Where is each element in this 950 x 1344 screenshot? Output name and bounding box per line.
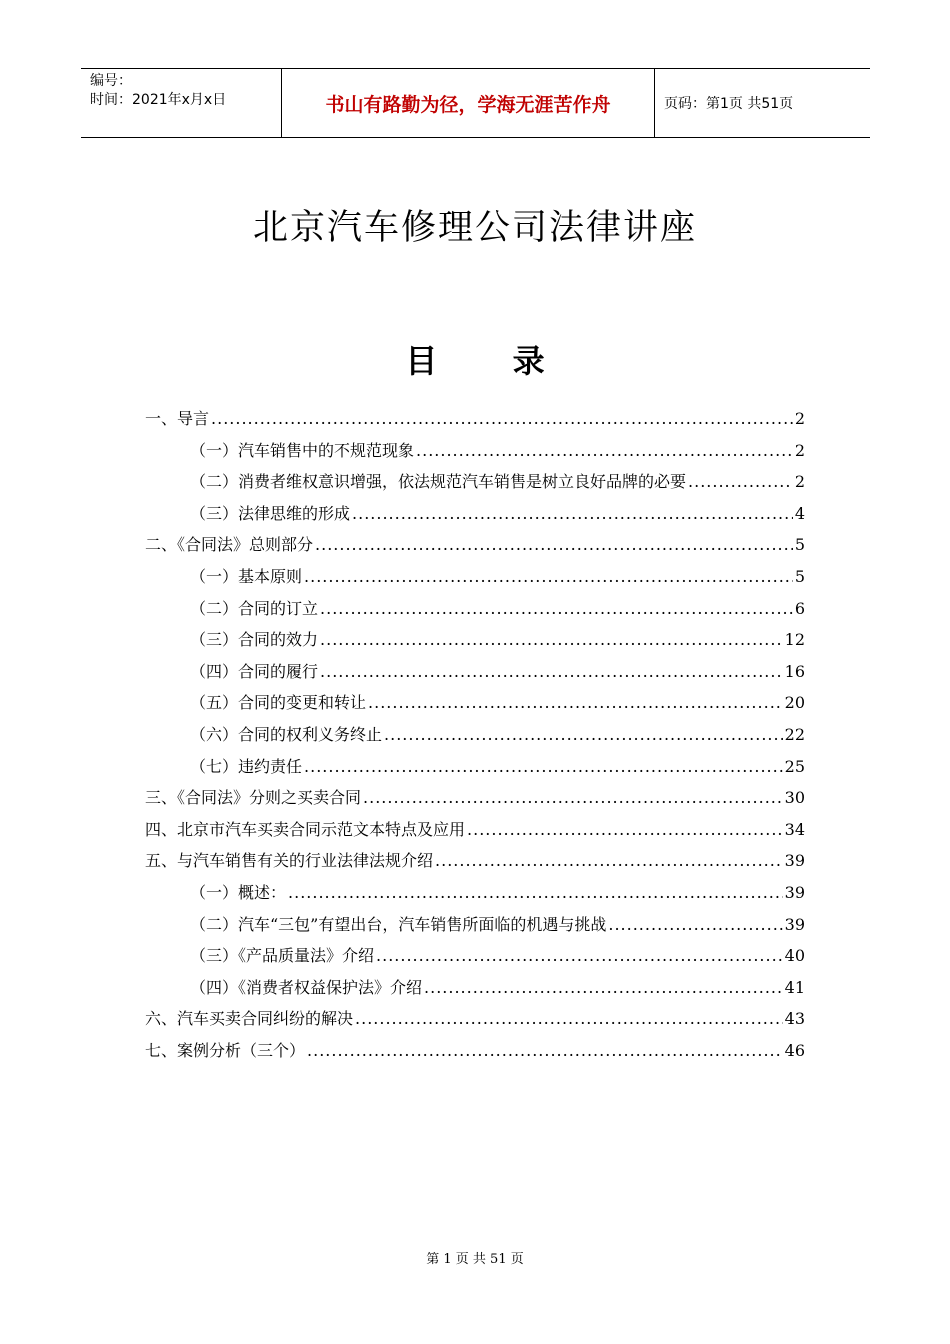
toc-entry[interactable] [145,690,805,722]
header-slogan: 书山有路勤为径，学海无涯苦作舟 [282,69,655,137]
toc-entry-text: 六、汽车买卖合同纠纷的解决 [145,1009,354,1029]
toc-entry-text: （一）汽车销售中的不规范现象 [190,440,415,460]
toc-leader-dots [608,915,782,934]
toc-entry[interactable] [145,438,805,470]
toc-entry-page: 39 [784,882,805,902]
table-of-contents [145,406,805,1069]
toc-entry-page: 39 [784,851,805,871]
toc-entry-text: （七）违约责任 [190,756,303,776]
toc-entry-text: （四）《消费者权益保护法》介绍 [190,977,423,997]
toc-heading: 目 录 [405,342,577,380]
header-meta-cell [81,69,282,137]
toc-leader-dots [211,409,793,428]
toc-leader-dots [384,725,783,744]
toc-entry-text: （一）概述： [190,882,287,902]
toc-entry[interactable] [145,817,805,849]
toc-entry-page: 41 [784,977,805,997]
toc-entry-page: 4 [794,503,805,523]
toc-entry-page: 22 [784,724,805,744]
toc-entry-text: （二）合同的订立 [190,598,319,618]
document-title: 北京汽车修理公司法律讲座 [252,208,697,248]
toc-entry-text: （二）汽车“三包”有望出台，汽车销售所面临的机遇与挑战 [190,914,607,934]
toc-entry-page: 25 [784,756,805,776]
page-header [81,68,870,138]
toc-entry[interactable] [145,596,805,628]
toc-entry-page: 30 [784,788,805,808]
toc-leader-dots [688,472,793,491]
toc-entry-page: 46 [784,1040,805,1060]
toc-entry[interactable] [145,754,805,786]
toc-entry-text: （三）合同的效力 [190,630,319,650]
toc-entry-text: （四）合同的履行 [190,661,319,681]
toc-entry-text: 四、北京市汽车买卖合同示范文本特点及应用 [145,819,466,839]
toc-entry-page: 2 [794,440,805,460]
toc-entry-page: 34 [784,819,805,839]
toc-entry[interactable] [145,912,805,944]
toc-entry-text: 三、《合同法》分则之买卖合同 [145,788,362,808]
toc-entry[interactable] [145,785,805,817]
toc-leader-dots [304,757,783,776]
toc-entry-page: 5 [794,566,805,586]
toc-entry-text: （六）合同的权利义务终止 [190,724,383,744]
toc-entry[interactable] [145,880,805,912]
toc-leader-dots [307,1041,783,1060]
toc-leader-dots [467,820,783,839]
toc-leader-dots [288,883,783,902]
toc-entry-text: （三）《产品质量法》介绍 [190,946,375,966]
toc-entry[interactable] [145,406,805,438]
toc-entry[interactable] [145,975,805,1007]
toc-entry-page: 5 [794,535,805,555]
toc-entry[interactable] [145,469,805,501]
toc-leader-dots [424,978,783,997]
toc-entry-text: （一）基本原则 [190,566,303,586]
toc-leader-dots [352,504,793,523]
toc-entry-text: （三）法律思维的形成 [190,503,351,523]
toc-entry[interactable] [145,722,805,754]
toc-entry-page: 12 [784,630,805,650]
toc-leader-dots [320,630,783,649]
toc-entry[interactable] [145,627,805,659]
toc-entry[interactable] [145,1006,805,1038]
toc-entry[interactable] [145,532,805,564]
toc-entry-text: （二）消费者维权意识增强，依法规范汽车销售是树立良好品牌的必要 [190,472,687,492]
toc-entry-page: 20 [784,693,805,713]
toc-entry[interactable] [145,1038,805,1070]
toc-entry[interactable] [145,564,805,596]
toc-entry-text: 五、与汽车销售有关的行业法律法规介绍 [145,851,434,871]
toc-leader-dots [320,599,793,618]
toc-leader-dots [416,441,793,460]
toc-entry-page: 16 [784,661,805,681]
toc-leader-dots [304,567,793,586]
toc-entry-text: 二、《合同法》总则部分 [145,535,314,555]
toc-leader-dots [376,946,783,965]
page-footer: 第 1 页 共 51 页 [426,1252,524,1267]
toc-entry[interactable] [145,848,805,880]
toc-entry-page: 2 [794,472,805,492]
toc-entry-page: 2 [794,409,805,428]
toc-entry-text: 一、导言 [145,409,210,428]
toc-entry-page: 40 [784,946,805,966]
toc-entry[interactable] [145,943,805,975]
time-label: 时间：2021年x月x日 [90,92,227,108]
toc-entry[interactable] [145,501,805,533]
toc-entry-page: 39 [784,914,805,934]
toc-leader-dots [363,788,783,807]
toc-leader-dots [368,693,783,712]
toc-entry[interactable] [145,659,805,691]
toc-entry-text: 七、案例分析（三个） [145,1040,306,1060]
number-label: 编号： [90,73,132,89]
header-page-code: 页码：第1页 共51页 [664,96,794,112]
toc-entry-page: 6 [794,598,805,618]
toc-leader-dots [315,535,793,554]
toc-leader-dots [320,662,783,681]
toc-leader-dots [435,851,783,870]
toc-leader-dots [355,1009,783,1028]
toc-entry-page: 43 [784,1009,805,1029]
toc-entry-text: （五）合同的变更和转让 [190,693,367,713]
